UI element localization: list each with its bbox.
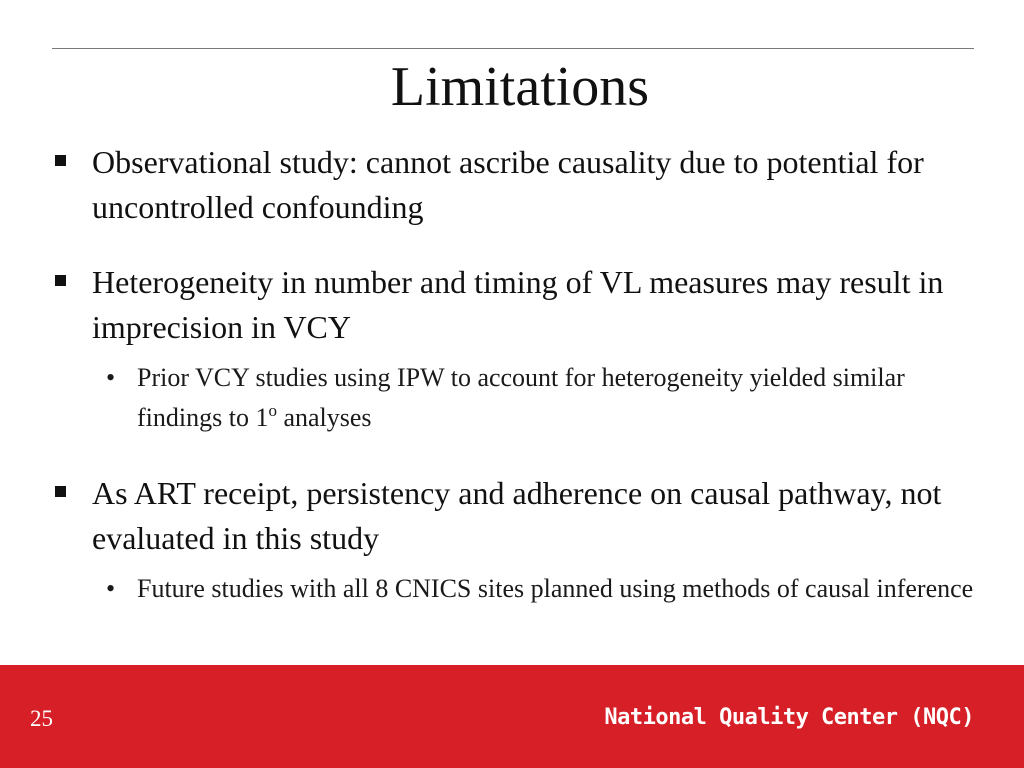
square-bullet-icon (55, 275, 66, 286)
round-bullet-icon: • (106, 363, 116, 392)
title-divider (52, 48, 974, 49)
superscript-o: o (268, 401, 277, 420)
bullet-item (0, 471, 1024, 561)
bullet-text: Heterogeneity in number and timing of VL measures may result in imprecision in VCY (92, 264, 944, 345)
footer-org-name: National Quality Center (NQC) (604, 705, 974, 730)
sub-bullet-item (0, 569, 1024, 609)
sub-bullet-item (0, 358, 1024, 441)
slide-body (0, 140, 1024, 609)
sub-bullet-text: Prior VCY studies using IPW to account for heterogeneity yielded similar findings to 1 (137, 363, 905, 432)
bullet-text: As ART receipt, persistency and adherence on causal pathway, not evaluated in this study (92, 475, 942, 556)
bullet-item (0, 260, 1024, 350)
slide-title: Limitations (390, 56, 650, 118)
footer-bar (0, 665, 1024, 768)
sub-bullet-text-end: analyses (276, 403, 372, 432)
round-bullet-icon: • (106, 574, 116, 603)
square-bullet-icon (55, 486, 66, 497)
sub-bullet-text: Future studies with all 8 CNICS sites planned using methods of causal inference (137, 574, 974, 603)
bullet-text: Observational study: cannot ascribe causality due to potential for uncontrolled confounding (92, 144, 924, 225)
square-bullet-icon (55, 155, 66, 166)
page-number: 25 (30, 706, 53, 731)
bullet-item (0, 140, 1024, 230)
